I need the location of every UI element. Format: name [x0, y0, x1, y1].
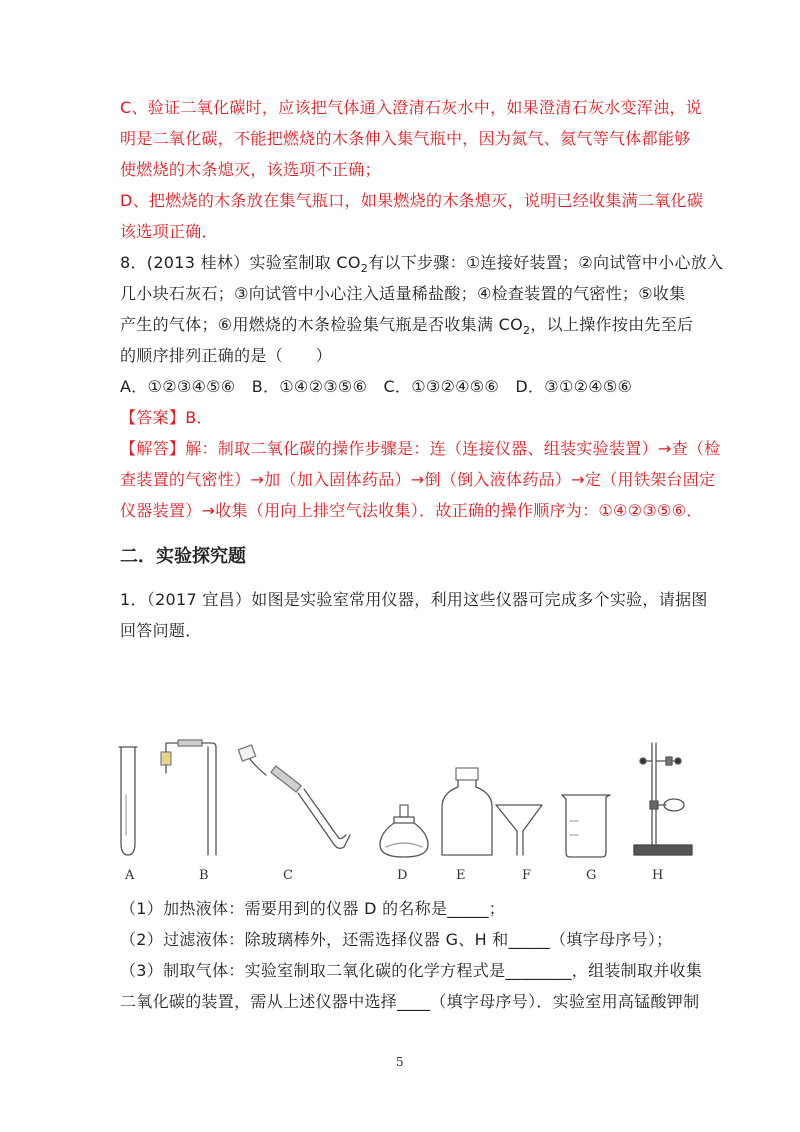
q8-line-1-sub: 2: [360, 262, 369, 276]
solution-line-1: 【解答】解：制取二氧化碳的操作步骤是：连（连接仪器、组装实验装置）→查（检: [120, 439, 721, 458]
label-f: F: [522, 868, 532, 883]
funnel-drawing: [496, 805, 542, 855]
label-h: H: [652, 868, 664, 883]
q8-line-1-post: 有以下步骤：①连接好装置；②向试管中小心放入: [368, 253, 724, 272]
q8-line-1-pre: 8．(2013 桂林）实验室制取 CO: [120, 253, 361, 272]
label-a: A: [125, 868, 135, 883]
para-d-line-2: 该选项正确．: [120, 222, 218, 241]
q8-options: A．①②③④⑤⑥ B．①④②③⑤⑥ C．①③②④⑤⑥ D．③①②④⑤⑥: [120, 377, 633, 396]
sub-question-2: （2）过滤液体：除玻璃棒外，还需选择仪器 G、H 和_____（填字母序号）；: [120, 930, 673, 949]
sub-question-3-line-2: 二氧化碳的装置，需从上述仪器中选择____（填字母序号）．实验室用高锰酸钾制: [120, 992, 700, 1011]
q8-line-3-sub: 2: [523, 324, 531, 338]
para-d-line-1: D、把燃烧的木条放在集气瓶口，如果燃烧的木条熄灭，说明已经收集满二氧化碳: [120, 191, 704, 210]
para-c-line-1: C、验证二氧化碳时，应该把气体通入澄清石灰水中，如果澄清石灰水变浑浊，说: [120, 98, 702, 117]
solution-line-3: 仪器装置）→收集（用向上排空气法收集）．故正确的操作顺序为：①④②③⑤⑥．: [120, 501, 703, 520]
apparatus-figure: [118, 735, 698, 880]
label-d: D: [397, 868, 408, 883]
alcohol-lamp-drawing: [380, 805, 428, 857]
q1-intro-line-1: 1．（2017 宜昌）如图是实验室常用仪器，利用这些仪器可完成多个实验，请据图: [120, 590, 708, 609]
test-tube-drawing: [119, 747, 137, 855]
q8-line-3: [120, 314, 693, 342]
iron-stand-drawing: [634, 743, 692, 855]
beaker-drawing: [562, 795, 610, 857]
delivery-tube-drawing: [238, 745, 350, 848]
sub-question-1: （1）加热液体：需要用到的仪器 D 的名称是_____；: [120, 899, 506, 918]
q8-line-4: 的顺序排列正确的是（ ）: [120, 346, 332, 365]
label-g: G: [586, 868, 597, 883]
bent-tube-drawing: [161, 740, 216, 855]
q8-line-3-post: ，以上操作按由先至后: [530, 315, 694, 334]
section-title: 二．实验探究题: [120, 546, 246, 567]
q8-line-3-pre: 产生的气体；⑥用燃烧的木条检验集气瓶是否收集满 CO: [120, 315, 523, 334]
label-e: E: [456, 868, 466, 883]
answer-line: 【答案】B．: [120, 408, 213, 427]
para-c-line-2: 明是二氧化碳，不能把燃烧的木条伸入集气瓶中，因为氮气、氦气等气体都能够: [120, 129, 691, 148]
page-number: 5: [396, 1055, 404, 1069]
solution-line-2: 查装置的气密性）→加（加入固体药品）→倒（倒入液体药品）→定（用铁架台固定: [120, 470, 716, 489]
label-b: B: [199, 868, 209, 883]
q8-line-1: [120, 252, 723, 280]
para-c-line-3: 使燃烧的木条熄灭，该选项不正确；: [120, 160, 381, 179]
q1-intro-line-2: 回答问题．: [120, 621, 202, 640]
reagent-bottle-drawing: [442, 768, 492, 855]
label-c: C: [283, 868, 293, 883]
q8-line-2: 几小块石灰石；③向试管中小心注入适量稀盐酸；④检查装置的气密性；⑤收集: [120, 284, 686, 303]
sub-question-3-line-1: （3）制取气体：实验室制取二氧化碳的化学方程式是________，组装制取并收集: [120, 961, 703, 980]
